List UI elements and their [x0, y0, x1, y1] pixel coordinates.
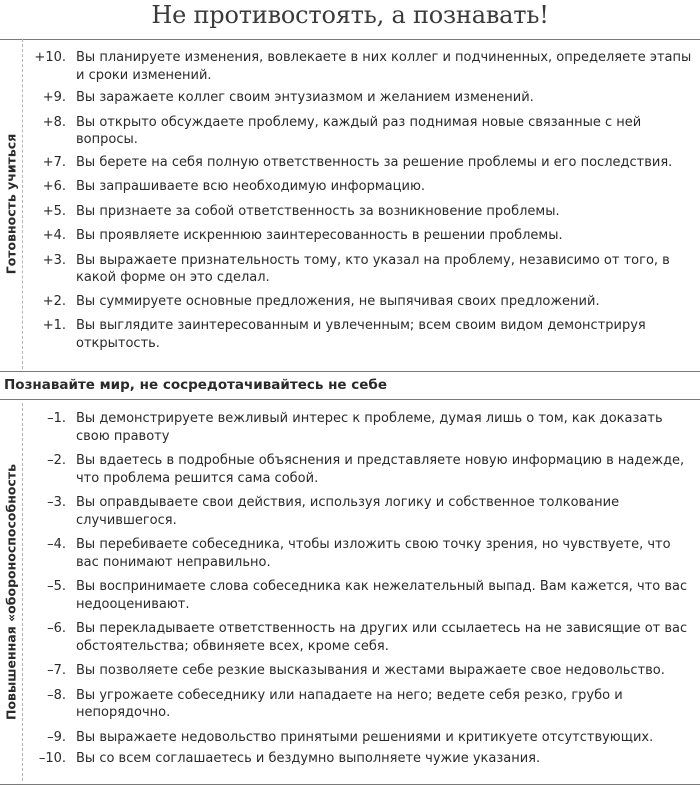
item-number: +6.: [42, 179, 66, 194]
item-number: –4.: [47, 537, 66, 552]
list-item: [26, 750, 696, 768]
item-number: –9.: [47, 729, 66, 745]
item-text: Вы планируете изменения, вовлекаете в них коллег и подчиненных, определяете этапы и сроки изменений.: [76, 50, 692, 83]
list-item: [26, 662, 696, 680]
item-number: +8.: [42, 114, 66, 130]
item-number: +2.: [42, 293, 66, 309]
item-number: –1.: [47, 411, 66, 426]
item-text: Вы проявляете искреннюю заинтересованность в решении проблемы.: [76, 228, 563, 243]
list-item: [26, 410, 696, 445]
item-text: Вы демонстрируете вежливый интерес к проблеме, думая лишь о том, как доказать свою правоту: [76, 411, 663, 444]
item-number: –7.: [47, 663, 66, 678]
page-title: Не противостоять, а познавать!: [151, 1, 549, 29]
item-number: +4.: [42, 228, 66, 243]
item-number: –3.: [47, 495, 66, 510]
list-item: [26, 293, 696, 311]
item-text: Вы воспринимаете слова собеседника как нежелательный выпад. Вам кажется, что вас недооценивают.: [76, 579, 688, 612]
list-item: [26, 578, 696, 613]
item-number: +5.: [42, 203, 66, 219]
item-text: Вы со всем соглашаетесь и бездумно выполняете чужие указания.: [76, 751, 541, 766]
divider-top-rule: [0, 371, 700, 372]
item-number: +10.: [34, 50, 66, 65]
item-number: +1.: [42, 318, 66, 333]
list-item: [26, 203, 696, 221]
defensiveness-list: [26, 403, 696, 768]
list-item: [26, 687, 696, 722]
list-item: [26, 620, 696, 655]
list-item: [26, 89, 696, 107]
item-number: +9.: [42, 90, 66, 105]
list-item: [26, 494, 696, 529]
item-text: Вы суммируете основные предложения, не выпячивая своих предложений.: [76, 293, 600, 309]
item-text: Вы позволяете себе резкие высказывания и жестами выражаете свое недовольство.: [76, 663, 665, 678]
list-item: [26, 114, 696, 149]
item-text: Вы оправдываете свои действия, используя логику и собственное толкование случившегося.: [76, 495, 620, 528]
list-item: [26, 252, 696, 287]
list-item: [26, 154, 696, 172]
defensiveness-label-text: Повышенная «обороноспособность: [3, 464, 19, 720]
readiness-side-label: [0, 39, 23, 369]
item-text: Вы заражаете коллег своим энтузиазмом и желанием изменений.: [76, 90, 534, 105]
item-number: –10.: [38, 751, 66, 766]
item-text: Вы угрожаете собеседнику или нападаете на него; ведете себя резко, грубо и непорядочно.: [76, 687, 623, 720]
list-item: [26, 49, 696, 84]
item-text: Вы берете на себя полную ответственность за решение проблемы и его последствия.: [76, 154, 673, 170]
item-text: Вы выражаете недовольство принятыми решениями и критикуете отсутствующих.: [76, 729, 654, 745]
item-text: Вы выглядите заинтересованным и увлеченным; всем своим видом демонстрируя открытость.: [76, 318, 646, 351]
list-item: [26, 452, 696, 487]
readiness-label-text: Готовность учиться: [3, 133, 19, 275]
item-number: –8.: [47, 687, 66, 703]
list-item: [26, 536, 696, 571]
item-number: –6.: [47, 621, 66, 636]
defensiveness-side-label: [0, 403, 23, 781]
item-text: Вы перекладываете ответственность на других или ссылаетесь на не зависящие от вас обстоятельства; обвиняете всех, кроме себя.: [76, 621, 688, 654]
item-number: +3.: [42, 252, 66, 268]
item-text: Вы выражаете признательность тому, кто указал на проблему, независимо от того, в какой форме он это сделал.: [76, 252, 670, 285]
item-text: Вы запрашиваете всю необходимую информацию.: [76, 179, 426, 194]
defensiveness-section: [0, 403, 700, 781]
list-item: [26, 729, 696, 747]
item-text: Вы признаете за собой ответственность за возникновение проблемы.: [76, 203, 560, 219]
list-item: [26, 317, 696, 352]
item-number: –5.: [47, 579, 66, 594]
item-text: Вы вдаетесь в подробные объяснения и представляете новую информацию в надежде, что проблема решится сама собой.: [76, 453, 685, 486]
item-text: Вы открыто обсуждаете проблему, каждый раз поднимая новые связанные с ней вопросы.: [76, 114, 642, 147]
divider-bottom-rule: [0, 399, 700, 400]
list-item: [26, 227, 696, 245]
item-number: –2.: [47, 453, 66, 468]
list-item: [26, 178, 696, 196]
section-divider-heading: Познавайте мир, не сосредотачивайтесь не себе: [4, 377, 388, 393]
item-number: +7.: [42, 154, 66, 170]
readiness-list: [26, 39, 696, 352]
readiness-section: [0, 39, 700, 369]
bottom-rule: [0, 784, 700, 785]
item-text: Вы перебиваете собеседника, чтобы изложить свою точку зрения, но чувствуете, что вас понимают неправильно.: [76, 537, 671, 570]
